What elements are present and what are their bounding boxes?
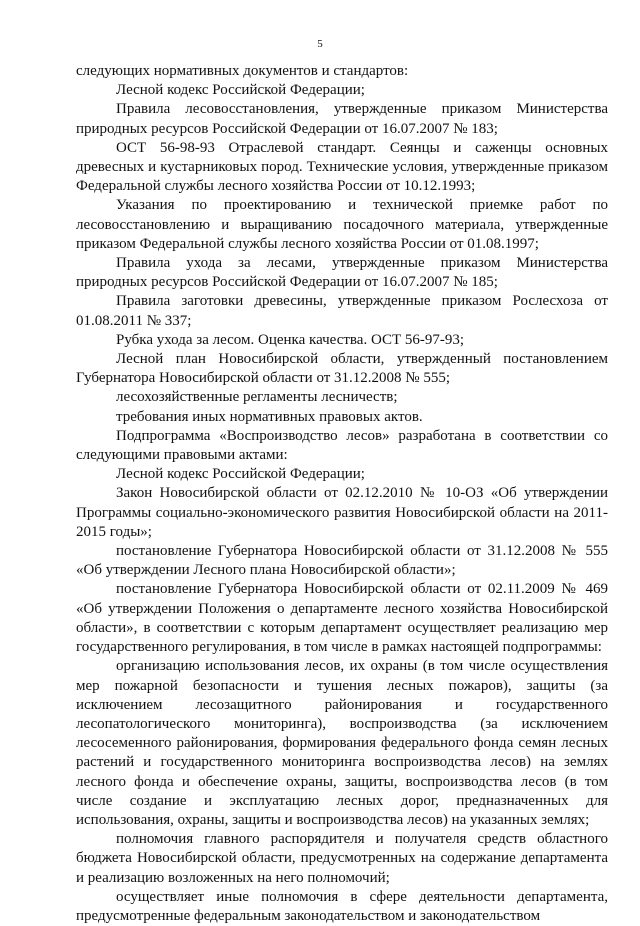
paragraph: требования иных нормативных правовых актов.: [116, 408, 423, 425]
paragraph: Правила ухода за лесами, утвержденные приказом Министерства природных ресурсов Российской Федерации от 16.07.2007 № 185;: [76, 255, 608, 291]
document-body: [76, 62, 608, 926]
page-number: 5: [317, 38, 323, 50]
paragraph: Лесной план Новосибирской области, утвержденный постановлением Губернатора Новосибирской области от 31.12.2008 № 555;: [76, 351, 608, 387]
paragraph: Лесной кодекс Российской Федерации;: [116, 82, 365, 99]
paragraph: постановление Губернатора Новосибирской области от 31.12.2008 № 555 «Об утверждении Лесного плана Новосибирской области»;: [76, 543, 608, 579]
paragraph: следующих нормативных документов и стандартов:: [76, 63, 409, 79]
paragraph: организацию использования лесов, их охраны (в том числе осуществления мер пожарной безопасности и тушения лесных пожаров), защиты (за исключением лесозащитного районирования и государственного лесопатологического мониторинга), воспроизводства (за исключением лесосеменного районирования, формирования федерального фонда семян лесных растений и государственного мониторинга воспроизводства лесов) на землях лесного фонда и обеспечение охраны, защиты, воспроизводства лесов (в том числе создание и эксплуатацию лесных дорог, предназначенных для использования, охраны, защиты и воспроизводства лесов) на указанных землях;: [76, 658, 608, 828]
paragraph: лесохозяйственные регламенты лесничеств;: [116, 389, 398, 406]
paragraph: Подпрограмма «Воспроизводство лесов» разработана в соответствии со следующими правовыми актами:: [76, 427, 608, 464]
paragraph: Правила заготовки древесины, утвержденные приказом Рослесхоза от 01.08.2011 № 337;: [76, 293, 608, 329]
paragraph: Правила лесовосстановления, утвержденные приказом Министерства природных ресурсов Российской Федерации от 16.07.2007 № 183;: [76, 101, 608, 137]
paragraph: Указания по проектированию и технической приемке работ по лесовосстановлению и выращиванию посадочного материала, утвержденные приказом Федеральной службы лесного хозяйства России от 01.08.1997;: [76, 197, 608, 252]
paragraph: осуществляет иные полномочия в сфере деятельности департамента, предусмотренные федеральным законодательством и законодательством: [76, 888, 608, 924]
paragraph: Лесной кодекс Российской Федерации;: [116, 466, 365, 483]
paragraph: Закон Новосибирской области от 02.12.2010 № 10-ОЗ «Об утверждении Программы социально-экономического развития Новосибирской области на 2011-2015 годы»;: [76, 485, 608, 540]
paragraph: постановление Губернатора Новосибирской области от 02.11.2009 № 469 «Об утверждении Положения о департаменте лесного хозяйства Новосибирской области», в соответствии с которым департамент осуществляет реализацию мер государственного регулирования, в том числе в рамках настоящей подпрограммы:: [76, 581, 608, 656]
paragraph: полномочия главного распорядителя и получателя средств областного бюджета Новосибирской области, предусмотренных на содержание департамента и реализацию возложенных на него полномочий;: [76, 831, 608, 886]
paragraph: ОСТ 56-98-93 Отраслевой стандарт. Сеянцы и саженцы основных древесных и кустарниковых пород. Технические условия, утвержденные приказом Федеральной службы лесного хозяйства России от 10.12.1993;: [76, 139, 608, 195]
paragraph: Рубка ухода за лесом. Оценка качества. ОСТ 56-97-93;: [116, 331, 465, 348]
